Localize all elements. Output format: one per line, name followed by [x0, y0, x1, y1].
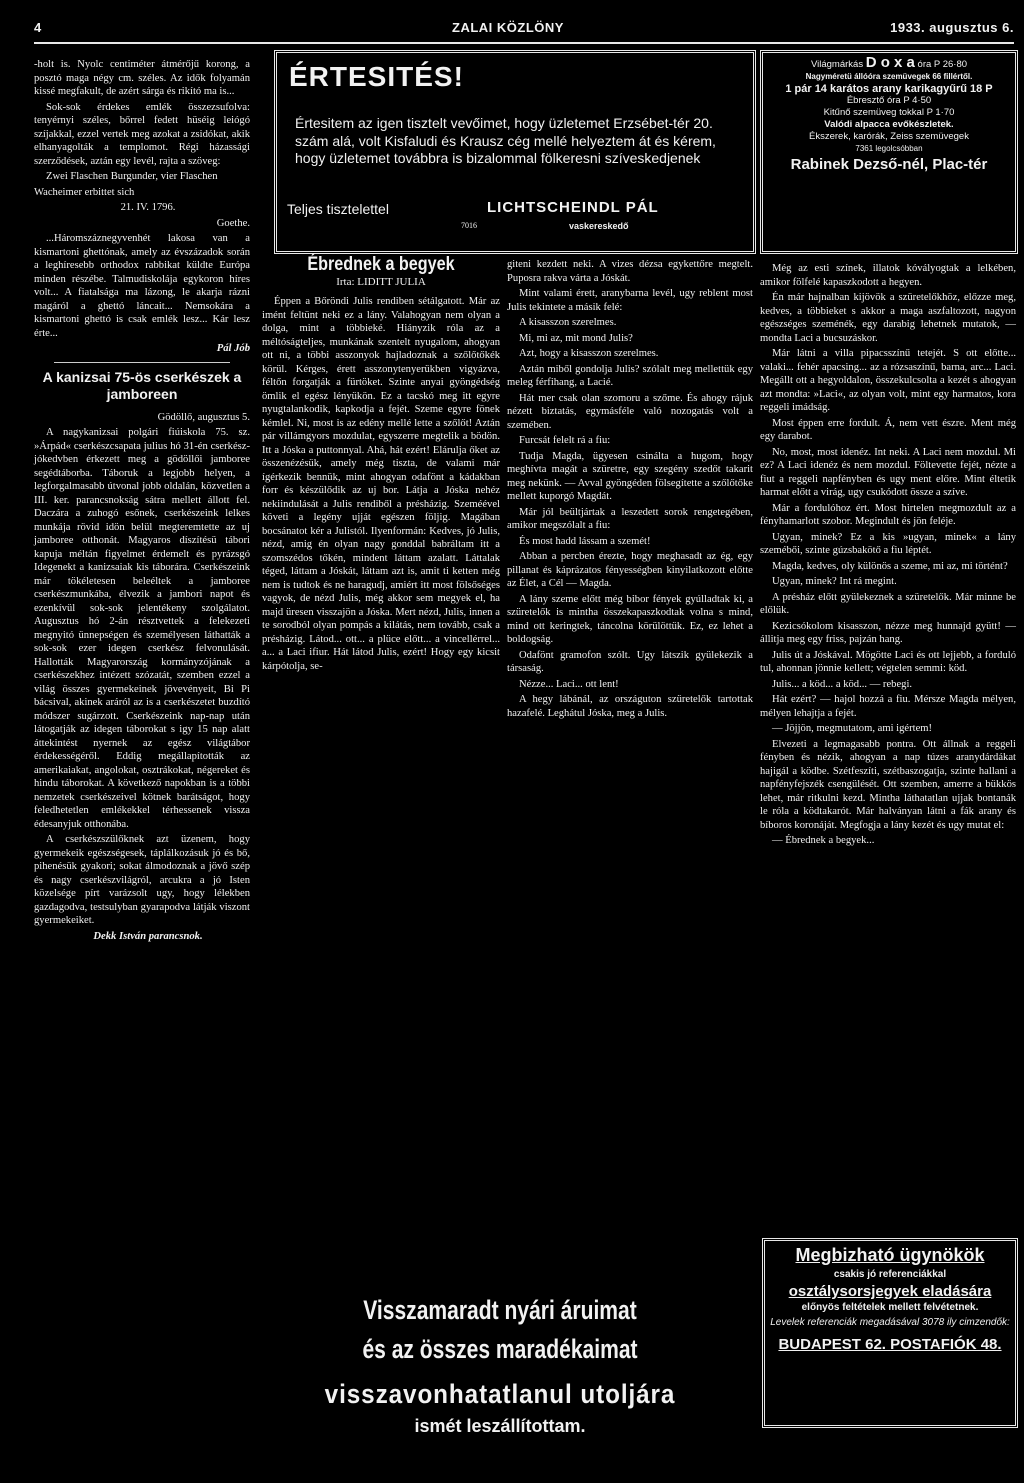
sale-line: Visszamaradt nyári áruimat: [363, 1295, 637, 1325]
letter-date: 21. IV. 1796.: [120, 202, 176, 213]
article-paragraph: Zwei Flaschen Burgunder, vier Flaschen: [46, 171, 218, 182]
notice-trade: vaskereskedő: [569, 221, 629, 231]
ad-line: előnyös feltételek mellett felvétetnek.: [801, 1302, 979, 1313]
notice-body: Értesitem az igen tisztelt vevőimet, hogy üzletemet Erzsébet-tér 20. szám alá, volt Kisfaludi és Krausz cég mellé helyeztem át és kérem, hogy üzletemet továbbra is bizalommal fölkeresni szíveskedjenek: [295, 115, 716, 166]
ad-line: Ébresztő óra P 4·50: [846, 95, 932, 106]
ad-line: Nagyméretü állóóra szemüvegek 66 fillértől.: [805, 72, 973, 81]
notice-signature: LICHTSCHEINDL PÁL: [487, 199, 659, 216]
story-title: Ébrednek a begyek: [307, 254, 455, 275]
article-paragraph: Már jól beültjártak a leszedett sorok rengetegében, amikor megszólalt a fiu:: [507, 506, 753, 531]
ad-line: Rabinek Dezső-nél, Plac-tér: [790, 156, 988, 173]
ad-line: 1 pár 14 karátos arany karikagyűrű 18 P: [785, 83, 993, 95]
column-4: [760, 262, 1016, 850]
article-paragraph: Éppen a Bőröndi Julis rendiben sétálgatott. Már az imént feltünt neki ez a lány. Valahogyan nem olyan a dolga, mint a többieké. Hiányzik róla az a méltóságteljes, munkának szentelt nyugalom, ahogyan ott ni, a többi asszonyok hajladoznak a szőlőtőkék körül. Kérges, érett asszonytenyerükben vigyázva, féltőn forgatják a fürtöket. Szinte anyai gyöngédség ömlik el egész lényükön. Ez a tacskó meg itt egyre nyugtalankodik, kapkodja a fejét. Szeme egyre fönek kémlel. Ni, most is az edény mellé lette a szőlőt! Aztán pár villámgyors mozdulat, egyszerre megtelik a bödön. Itt a Jóska a puttonnyal. Ahá, hát ezért! Elárulja őket az összenézésük, amely még tiszta, de valami már ígérkezik bennük, mint ahogyan odafönt a kádakban forr és készülődik az uj bor. Látja a Jóska nehéz nekiindulását a Julis rendiből a présházig. Szeméével követi a legény ujját egészen följig. Magában bocsánatot kér a Julistól. Ilyenformán: Kedves, jó Julis, nézd, amig én olyan nagy gonddal babráltam itt a szomszédos tőkén, mindent láttam azalatt. Láttalak téged, láttam a Jóskát, láttam azt is, amit ti ketten még nem is tudtok és ne haragudj, amiért itt most fölsőséges vagyok, de nézd Julis, még akkor sem megyek el, ha majd üresen visszajön a Jóska. Mert nézd, Julis, innen a te sorodból olyan pompás a kilátás, nem tovább, csak a présházig. Látod... ott... a plüce előtt... a vincellérrel... a... a Laci ifiur. Hát látod Julis, ezért! Hogy egy kicsit kárpótolja, se-: [262, 296, 500, 672]
article-paragraph: Most éppen erre fordult. Á, nem vett észre. Ment még egy darabot.: [760, 417, 1016, 442]
sale-line: és az összes maradékaimat: [362, 1334, 638, 1364]
sale-line: ismét leszállítottam.: [414, 1416, 586, 1436]
ad-number: 7016: [461, 221, 477, 230]
article-paragraph: Ugyan, minek? Ez a kis »ugyan, minek« a lány szemébői, szinte gúzsbakötő a fiu léptét.: [760, 531, 1016, 556]
article-paragraph: Ugyan, minek? Int rá megint.: [772, 576, 897, 587]
article-paragraph: Odafönt gramofon szólt. Ugy látszik gyülekezik a társaság.: [507, 649, 753, 674]
column-2: [262, 254, 500, 675]
article-paragraph: Magda, kedves, oly különös a szeme, mi az, mi történt?: [772, 560, 1008, 572]
ad-headline: Megbizható ügynökök: [795, 1245, 985, 1265]
ad-line: Ékszerek, karórák, Zeiss szemüvegek: [809, 131, 969, 142]
sale-ad: [262, 1295, 738, 1437]
ad-address: BUDAPEST 62. POSTAFIÓK 48.: [778, 1336, 1002, 1353]
ad-line: Levelek referenciák megadásával 3078 ily cimzendők:: [770, 1317, 1010, 1328]
article-paragraph: Nézze... Laci... ott lent!: [519, 678, 619, 690]
divider: [54, 362, 230, 363]
agents-wanted-ad: [762, 1238, 1018, 1428]
jeweler-ad: [760, 50, 1018, 254]
article-paragraph: Elvezeti a legmagasabb pontra. Ott állnak a reggeli fényben és nézik, ahogyan a nap túzes aranydárdákat hajigál a ködbe. Szétfeszíti, szétbaszogatja, szinte hallani a napfényfejszék csengülését. Ott szemben, amerre a bükkös lehet, már ritkulni kezd. Mintha láthatatlan ujjak bontanák le róla a ködtakarót. Már halványan látni a fák arany és bíboros koronáját. Megfogja a lány kezét és ugy mutat el:: [760, 738, 1016, 831]
author-signature: Pál Jób: [216, 343, 250, 354]
article-paragraph: Furcsát felelt rá a fiu:: [519, 435, 611, 446]
article-paragraph: — Ébrednek a begyek...: [772, 835, 875, 846]
brand-name: D o x a: [865, 54, 915, 71]
article-paragraph: És most hadd lássam a szemét!: [519, 535, 651, 547]
article-paragraph: — Jöjjön, megmutatom, ami igértem!: [772, 723, 933, 734]
article-paragraph: Hát ezért? — hajol hozzá a fiu. Mérsze Magda mélyen, mélyen lehajtja a fejét.: [760, 694, 1016, 719]
notice-closing: Teljes tisztelettel: [287, 201, 389, 217]
article-paragraph: Azt, hogy a kisasszon szerelmes.: [519, 348, 659, 359]
ad-line: 7361 legolcsóbban: [855, 144, 923, 153]
notice-ad: [274, 50, 756, 254]
article-paragraph: Wacheimer erbittet sich: [34, 186, 135, 198]
author-signature: Dekk István parancsnok.: [93, 930, 203, 942]
notice-title: ÉRTESITÉS!: [289, 61, 464, 92]
ad-line: csakis jó referenciákkal: [833, 1269, 947, 1280]
issue-date: 1933. augusztus 6.: [890, 20, 1014, 35]
ad-line: Valódi alpacca evőkészletek.: [824, 119, 954, 130]
article-paragraph: A cserkészszülőknek azt üzenem, hogy gyermekeik egészségesek, táplálkozásuk jó és bő, pihenésük gyakori; sokat álmodoznak a jövő szép és nagy cserkészvilágról, arcukra a jó Isten közelsége pírt varázsolt ugy, hogy lélekben gazdagodva, testsulyban gyarapodva látják viszont gyermekeiket.: [34, 834, 250, 926]
article-paragraph: Mint valami érett, aranybarna levél, ugy reblent most Julis tekintete a másik felé:: [507, 288, 753, 313]
column-3: [507, 258, 753, 722]
article-paragraph: A lány szeme előtt még bibor fények gyúlladtak ki, a szüretelők is mintha összekapaszkodtak volna s mind, mind ott keringtek, táncolna körülöttük. Ez, ez lehet a boldogság.: [507, 593, 753, 645]
article-paragraph: Julis... a köd... a köd... — rebegi.: [772, 678, 913, 690]
article-paragraph: Én már hajnalban kijövök a szüretelőkhöz, előzze meg, kedves, a többieket s akkor a maga aszfaltozott, nagyon egészséges szeménék, egy darabig lehetnek mutatok, — mondta Laci a bucsuzáskor.: [760, 292, 1016, 344]
article-headline: A kanizsai 75-ös cserkészek a jamboreen: [42, 368, 242, 402]
article-paragraph: A présház előtt gyülekeznek a szüretelők. Már minne be előlük.: [760, 591, 1016, 616]
article-paragraph: Aztán miből gondolja Julis? szólalt meg mellettük egy meleg férfihang, a Lacié.: [507, 363, 753, 388]
sale-line: visszavonhatatlanul utoljára: [324, 1379, 676, 1409]
article-paragraph: Julis út a Jóskával. Mögötte Laci és ott lejjebb, a forduló tul, ahonnan jönnie kellett; végtelen semmi: köd.: [760, 649, 1016, 674]
article-paragraph: Abban a percben érezte, hogy meghasadt az ég, egy pillanat és káprázatos fényességben kinyilatkozott előtte az Élet, a Cél — Magda.: [507, 551, 753, 589]
article-paragraph: Már látni a villa pipacsszínű tetejét. S ott előtte... valaki... fehér apacsing... az a rózsaszínű, barna, arc... Laci. Megállt ott a hegyoldalon, összekulcsolta a kezét s ahogyan azt mondta: »Laci«, az olyan volt, mint egy harmatos, kora reggeli imádság.: [760, 348, 1016, 413]
article-paragraph: Már a fordulóhoz ért. Most hirtelen megmozdult az a fényhamarlott szobor. Megindult és jön feléje.: [760, 502, 1016, 527]
article-paragraph: Kezicsókolom kisasszon, nézze meg hunnajd gyütt! — állitja meg egy friss, pajzán hang.: [760, 620, 1016, 645]
article-paragraph: ...Háromszáznegyvenhét lakosa van a kismartoni ghettónak, amely az évszázadok során a leghíresebb orthodox rabbikat küldte Európa minden részébe. Talmudiskolája egykoron híres volt... A fiatalsága ma lázong, le akarja rázni magáról a ghettó láncait... Nemsokára a kismartoni ghettó is csak emlék lesz... Kár lesz érte...: [34, 233, 250, 339]
story-byline: Irta: LIDITT JULIA: [336, 275, 426, 288]
page-header: [34, 18, 1014, 44]
newspaper-title: ZALAI KÖZLÖNY: [452, 20, 564, 35]
article-paragraph: giteni kezdett neki. A vizes dézsa egykettőre megtelt. Puposra rakva várta a Jóskát.: [507, 259, 753, 284]
article-paragraph: Sok-sok érdekes emlék összezsufolva: tenyérnyi széles, bőrrel fedett hüséig leiógó szíjakkal, ezzel vertek meg azokat a zsidókat, akik elhanyagolták a templomot. Régi házassági szerződések, aztán egy levél, rajta a szöveg:: [34, 101, 250, 167]
article-paragraph: A kisasszon szerelmes.: [519, 317, 617, 328]
ad-line: osztálysorsjegyek eladására: [788, 1283, 992, 1300]
ad-line: Világmárkás D o x a óra P 26·80: [810, 54, 968, 71]
article-paragraph: Tudja Magda, ügyesen csinálta a hugom, hogy meghívta magát a szüretre, egy szegény szedőt takarit meg nekünk. — Avval gyöngéden fölsegítette a szőlőtőke mellett kuporgó Magdát.: [507, 450, 753, 502]
ad-line: Kitűnő szemüveg tokkal P 1·70: [823, 107, 955, 118]
article-paragraph: Még az esti színek, illatok kóvályogtak a lelkében, amikor fölfelé kapaszkodott a hegyen.: [760, 263, 1016, 288]
article-paragraph: No, most, most idenéz. Int neki. A Laci nem mozdul. Mi ez? A Laci idenéz és nem mozdul. Föltevette fejét, nézte a fiut a reggeli napfényben és ugy ment előre. Mint éltetik harmat előtt a virág, ugy csukódott össze a szíve.: [760, 446, 1016, 498]
article-paragraph: -holt is. Nyolc centiméter átmérőjű korong, a posztó maga négy cm. széles. Az idők folyamán kissé megfakult, de azért sárga és rikító ma is...: [34, 59, 250, 97]
page-number: 4: [34, 20, 42, 35]
dateline: Gödöllő, augusztus 5.: [157, 411, 250, 423]
column-1: [34, 58, 250, 945]
article-paragraph: A nagykanizsai polgári fiúiskola 75. sz. »Árpád« cserkészcsapata julius hó 31-én cserkész-jókedvben érkezett meg a gödöllői jamboree segédtáborba. Táboruk a legjobb helyen, a legforgalmasabb útvonal jobb oldalán, közvetlen a III. ker. parancsnokság sátra mellett állott fel. Daczára a zuhogó esőnek, cserkészeink lelkes munkája rövid idön belül megteremtette az uj jamboree otthonát. Magyaros díszítésü tábori kapuja méltán figyelmet érdemelt és pyrázsgó Idegenekt a kanizsaiak kis táborára. Cserkészeink már tökéletesen beleéltek a jamboree cserkészmunkába, élvezik a jambori napot és ezenkívül sok-sok jelentékeny szolgálatot. Augusztus hó 2-án résztvettek a felekezeti megnyitó ünnepségen és személyesen láthatták a sok-sok ezer idegen cserkész felvonulását. Hallották Magyarország kormányzójának a cserkészekhez intézett szózatát, szemben ezzel a világ összes gyermekeinek jövevényeit, Bi Pi bácsival, akinek aráról az is a cserkészetet buzdító módszer sugárzott. Cserkészeink nap-nap után látogatják az idegen táborokat s igy 15 nap alatt áttekintést nyernek az egész világtábor érdekességéről. Eddig megállapították az amerikaiakat, angolokat, osztrákokat, négereket és hindu táborokat. A következő napokban is a többi nemzetek cserkészeivel kötnek barátságot, hogy feledhetetlen emlékekkel térhessenek vissza édesanyjuk otthonába.: [34, 427, 250, 830]
letter-signature: Goethe.: [216, 217, 250, 229]
article-paragraph: A hegy lábánál, az országuton szüretelők tartottak hazafelé. Leghátul Jóska, meg a Julis.: [507, 694, 753, 719]
article-paragraph: Mi, mi az, mit mond Julis?: [519, 332, 633, 344]
article-paragraph: Hát mer csak olan szomoru a szőme. És ahogy rájuk nézett biztatás, egymásféle való nozogatás volt a szemében.: [507, 392, 753, 431]
